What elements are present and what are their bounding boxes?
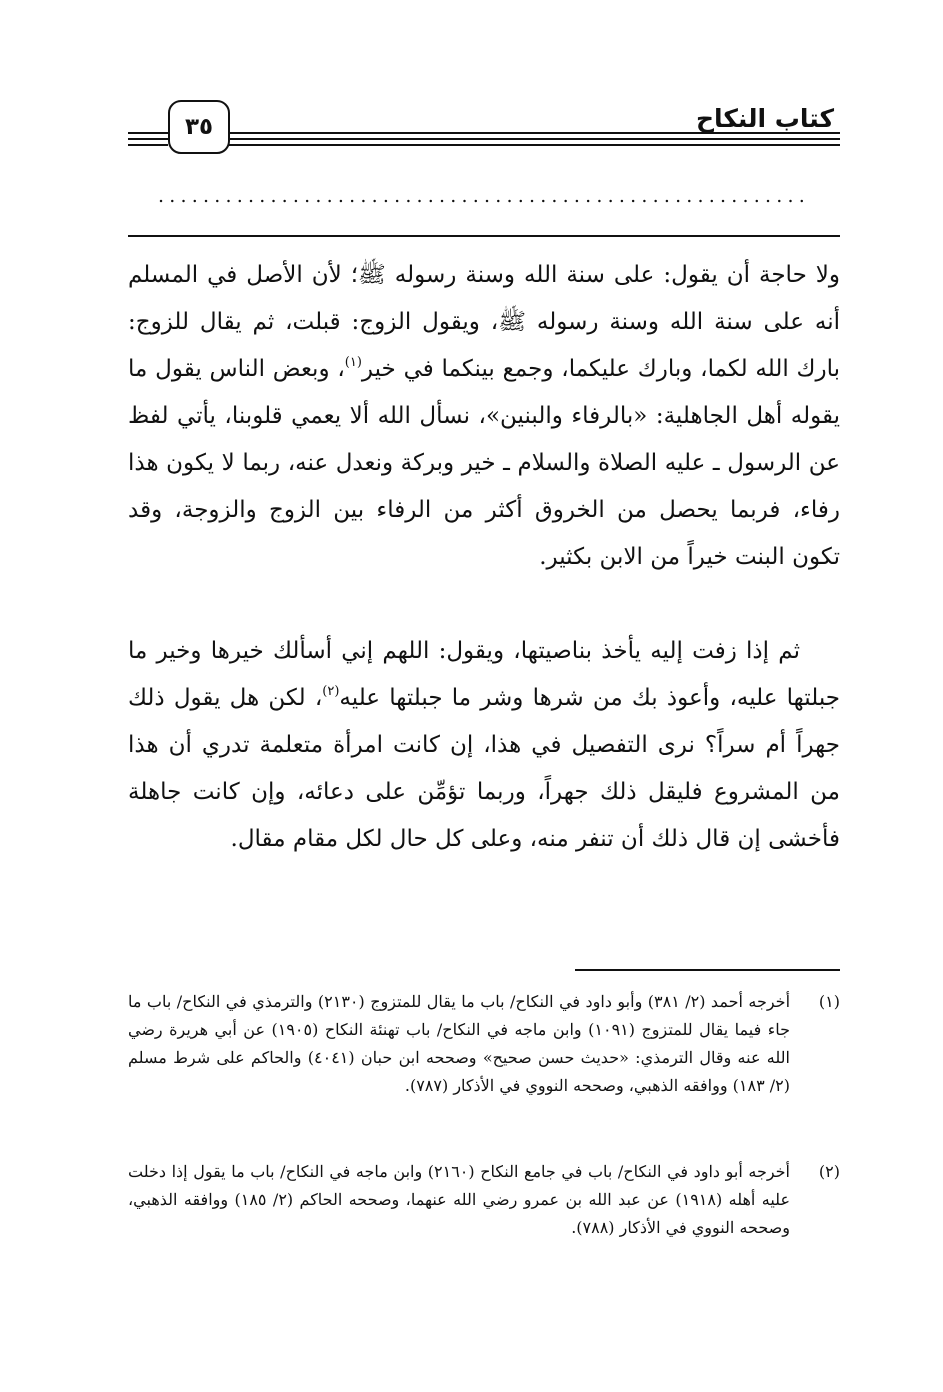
dotted-separator: ..........................................................	[158, 186, 810, 206]
header-rule-left-1	[128, 132, 168, 134]
footnote-1	[128, 988, 840, 1100]
page-number: ٣٥	[168, 100, 230, 154]
paragraph-2-text-a: ثم إذا زفت إليه يأخذ بناصيتها، ويقول: اللهم إني أسألك خيرها وخير ما جبلتها عليه، وأعوذ بك من شرها وشر ما جبلتها عليه	[128, 638, 840, 711]
footnote-ref-2[interactable]: (٢)	[322, 684, 340, 699]
footnote-2	[128, 1158, 840, 1242]
book-title: كتاب النكاح	[695, 104, 834, 133]
paragraph-2-text-b: ، لكن هل يقول ذلك جهراً أم سراً؟ نرى التفصيل في هذا، إن كانت امرأة متعلمة تدري أن هذا من المشروع فليقل ذلك جهراً، وربما تؤمِّن على دعائه، وإن كانت جاهلة فأخشى إن قال ذلك أن تنفر منه، وعلى كل حال لكل مقام مقال.	[128, 685, 840, 852]
paragraph-1-text-b: ، وبعض الناس يقول ما يقوله أهل الجاهلية: «بالرفاء والبنين»، نسأل الله ألا يعمي قلوبنا، يأتي لفظ عن الرسول ـ عليه الصلاة والسلام ـ خير وبركة ونعدل عنه، ربما لا يكون هذا رفاء، فربما يحصل من الخروق أكثر من الرفاء بين الزوج والزوجة، وقد تكون البنت خيراً من الابن بكثير.	[128, 356, 840, 570]
footnote-1-text: أخرجه أحمد (٢/ ٣٨١) وأبو داود في النكاح/ باب ما يقال للمتزوج (٢١٣٠) والترمذي في النكاح/ باب ما جاء فيما يقال للمتزوج (١٠٩١) وابن ماجه في النكاح/ باب تهنئة النكاح (١٩٠٥) عن أبي هريرة رضي الله عنه وقال الترمذي: «حديث حسن صحيح» وصححه ابن حبان (٤٠٤١) والحاكم على شرط مسلم (٢/ ١٨٣) ووافقه الذهبي، وصححه النووي في الأذكار (٧٨٧).	[128, 992, 791, 1095]
header-rule-left-3	[128, 144, 168, 146]
footnote-2-text: أخرجه أبو داود في النكاح/ باب في جامع النكاح (٢١٦٠) وابن ماجه في النكاح/ باب ما يقول إذا دخلت عليه أهله (١٩١٨) عن عبد الله بن عمرو رضي الله عنهما، وصححه الحاكم (٢/ ١٨٥) ووافقه الذهبي، وصححه النووي في الأذكار (٧٨٨).	[128, 1162, 791, 1237]
running-header	[128, 96, 840, 162]
footnote-2-number: (٢)	[818, 1162, 840, 1181]
body-top-rule	[128, 235, 840, 237]
footnote-ref-1[interactable]: (١)	[344, 355, 362, 370]
footnote-1-number: (١)	[818, 992, 840, 1011]
paragraph-1	[128, 252, 840, 581]
paragraph-2	[128, 628, 840, 863]
header-rule-left-2	[128, 138, 168, 140]
footnote-rule	[575, 969, 840, 971]
paragraph-1-text-a: ولا حاجة أن يقول: على سنة الله وسنة رسوله ﷺ؛ لأن الأصل في المسلم أنه على سنة الله وسنة رسوله ﷺ، ويقول الزوج: قبلت، ثم يقال للزوج: بارك الله لكما، وبارك عليكما، وجمع بينكما في خير	[128, 262, 841, 382]
header-rule-right-2	[228, 138, 840, 140]
header-rule-right-3	[228, 144, 840, 146]
